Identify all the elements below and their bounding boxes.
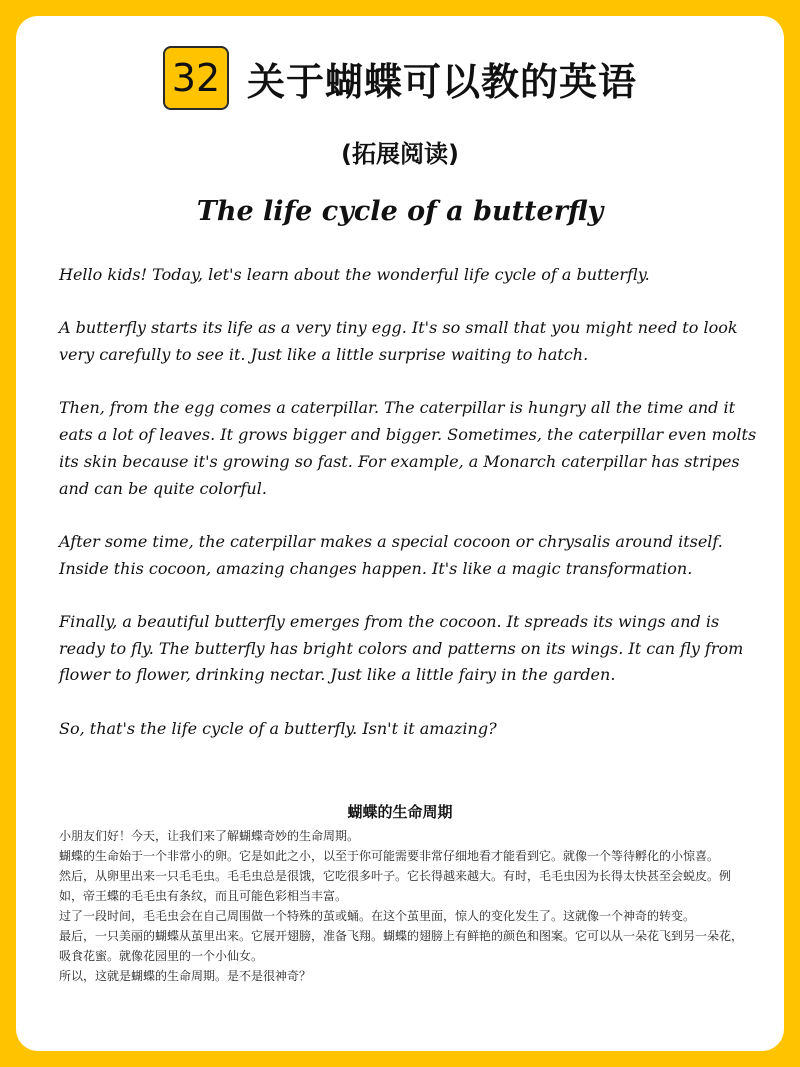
english-article-body: [59, 262, 759, 769]
chinese-paragraph: 所以，这就是蝴蝶的生命周期。是不是很神奇？: [59, 969, 312, 983]
english-article-title: The life cycle of a butterfly: [196, 196, 604, 227]
chinese-paragraph: 过了一段时间，毛毛虫会在自己周围做一个特殊的茧或蛹。在这个茧里面，惊人的变化发生了。这就像一个神奇的转变。: [59, 909, 696, 923]
chinese-paragraph: 最后，一只美丽的蝴蝶从茧里出来。它展开翅膀，准备飞翔。蝴蝶的翅膀上有鲜艳的颜色和图案。它可以从一朵花飞到另一朵花，吸食花蜜。就像花园里的一个小仙女。: [59, 929, 744, 963]
chinese-article-title: 蝴蝶的生命周期: [347, 803, 453, 821]
chinese-paragraph: 然后，从卵里出来一只毛毛虫。毛毛虫总是很饿，它吃很多叶子。它长得越来越大。有时，毛毛虫因为长得太快甚至会蜕皮。例如，帝王蝶的毛毛虫有条纹，而且可能色彩相当丰富。: [59, 869, 732, 903]
chinese-article-body: [59, 826, 745, 986]
english-paragraph: A butterfly starts its life as a very tiny egg. It's so small that you might need to look very carefully to see it. Just like a little surprise waiting to hatch.: [59, 318, 738, 365]
chinese-paragraph: 蝴蝶的生命始于一个非常小的卵。它是如此之小，以至于你可能需要非常仔细地看才能看到它。就像一个等待孵化的小惊喜。: [59, 849, 720, 863]
english-paragraph: Finally, a beautiful butterfly emerges from the cocoon. It spreads its wings and is ready to fly. The butterfly has bright colors and patterns on its wings. It can fly from flower to flower, drinking nectar. Just like a little fairy in the garden.: [59, 612, 744, 685]
content-card: [16, 16, 784, 1051]
english-paragraph: Hello kids! Today, let's learn about the wonderful life cycle of a butterfly.: [59, 265, 650, 284]
english-paragraph: Then, from the egg comes a caterpillar. The caterpillar is hungry all the time and it eats a lot of leaves. It grows bigger and bigger. Sometimes, the caterpillar even molts its skin because it's growing so fast. For example, a Monarch caterpillar has stripes and can be quite colorful.: [59, 398, 757, 498]
title-row: [16, 40, 784, 116]
english-paragraph: After some time, the caterpillar makes a special cocoon or chrysalis around itself. Inside this cocoon, amazing changes happen. It's like a magic transformation.: [59, 531, 723, 578]
number-badge: 32: [163, 46, 229, 110]
chinese-paragraph: 小朋友们好！今天，让我们来了解蝴蝶奇妙的生命周期。: [59, 829, 360, 843]
english-paragraph: So, that's the life cycle of a butterfly. Isn't it amazing?: [59, 718, 497, 738]
page-subtitle: (拓展阅读): [341, 140, 459, 168]
page-title: 关于蝴蝶可以教的英语: [246, 59, 637, 104]
